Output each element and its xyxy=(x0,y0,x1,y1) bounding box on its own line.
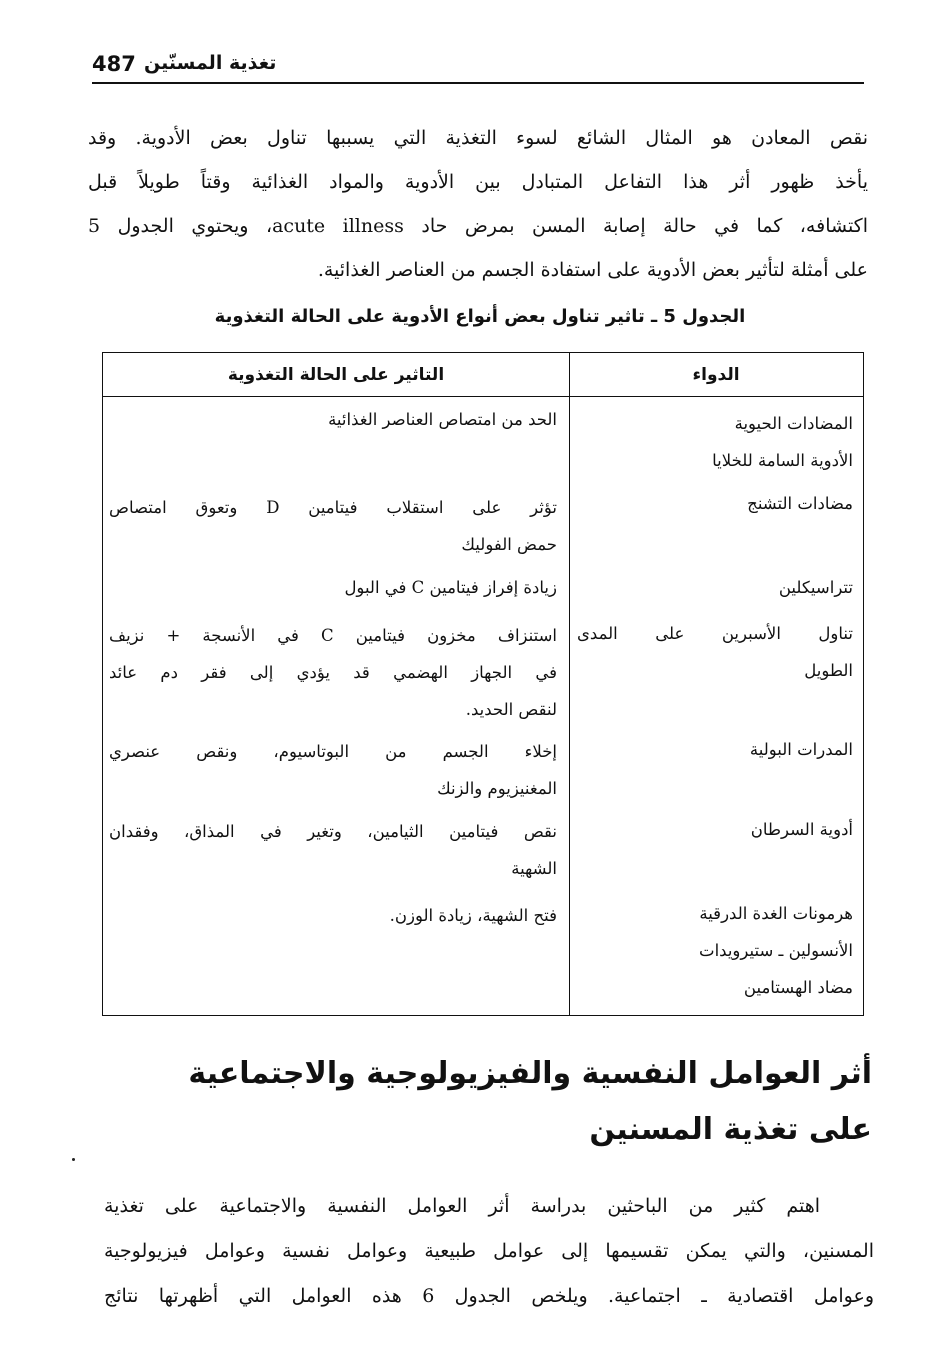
drug-cell xyxy=(577,615,853,689)
body-line: وعوامل اقتصادية ـ اجتماعية. ويلخص الجدول 6 هذه العوامل التي أظهرتها نتائج xyxy=(104,1285,874,1307)
drug-cell-line: هرمونات الغدة الدرقية xyxy=(699,904,853,923)
effect-cell xyxy=(109,569,557,606)
drug-cell xyxy=(577,405,853,479)
body-line: المسنين، والتي يمكن تقسيمها إلى عوامل طبيعية وعوامل نفسية وعوامل فيزيولوجية xyxy=(104,1240,874,1262)
intro-line: اكتشافه، كما في حالة إصابة المسن بمرض حاد acute illness، ويحتوي الجدول 5 xyxy=(88,215,868,237)
column-divider xyxy=(569,353,570,1015)
section-heading-line: أثر العوامل النفسية والفيزيولوجية والاجتماعية xyxy=(188,1056,872,1091)
effect-cell xyxy=(109,489,557,563)
print-speck xyxy=(72,1158,75,1161)
effect-cell-line: إخلاء الجسم من البوتاسيوم، ونقص عنصري xyxy=(109,742,557,761)
running-title: تغذية المسنّين xyxy=(144,52,277,74)
effect-cell-line: الشهية xyxy=(511,859,557,878)
drug-cell xyxy=(577,811,853,848)
header-drug: الدواء xyxy=(692,365,740,385)
effect-cell-line: تؤثر على استقلاب فيتامين D وتعوق امتصاص xyxy=(109,498,557,517)
drug-cell-line: مضاد الهستامين xyxy=(743,978,853,997)
effect-cell-line: نقص فيتامين الثيامين، وتغير في المذاق، وفقدان xyxy=(109,822,557,841)
drug-cell-line: الأنسولين ـ ستيرويدات xyxy=(699,941,853,960)
drug-cell-line: المدرات البولية xyxy=(749,740,853,759)
drug-cell xyxy=(577,895,853,1006)
effect-cell-line: فتح الشهية، زيادة الوزن. xyxy=(389,906,557,925)
drug-effects-table xyxy=(102,352,864,1016)
intro-line: نقص المعادن هو المثال الشائع لسوء التغذية التي يسببها تناول بعض الأدوية. وقد xyxy=(88,127,868,149)
intro-paragraph xyxy=(88,116,868,292)
drug-cell-line: الأدوية السامة للخلايا xyxy=(712,451,853,470)
effect-cell xyxy=(109,813,557,887)
effect-cell-line: في الجهاز الهضمي قد يؤدي إلى فقر دم عائد xyxy=(109,663,557,682)
drug-cell-line: تتراسيكلين xyxy=(778,578,853,597)
effect-cell xyxy=(109,733,557,807)
effect-cell-line: زيادة إفراز فيتامين C في البول xyxy=(344,578,557,597)
effect-cell xyxy=(109,617,557,728)
drug-cell-line: مضادات التشنج xyxy=(747,494,853,513)
body-paragraph xyxy=(104,1184,874,1319)
drug-cell-line: تناول الأسبرين على المدى xyxy=(577,624,853,643)
effect-cell-line: استنزاف مخزون فيتامين C في الأنسجة + نزيف xyxy=(109,626,558,645)
drug-cell xyxy=(577,485,853,522)
drug-cell-line: أدوية السرطان xyxy=(750,820,853,839)
body-line: اهتم كثير من الباحثين بدراسة أثر العوامل النفسية والاجتماعية على تغذية xyxy=(104,1195,820,1217)
section-heading-line: على تغذية المسنين xyxy=(589,1112,872,1147)
header-effect: التاثير على الحالة التغذوية xyxy=(227,365,445,385)
header-rule xyxy=(92,82,864,84)
table-header-row xyxy=(103,353,863,397)
running-header xyxy=(92,50,864,86)
section-heading xyxy=(120,1046,872,1158)
drug-cell xyxy=(577,731,853,768)
effect-cell xyxy=(109,401,557,438)
effect-cell-line: الحد من امتصاص العناصر الغذائية xyxy=(328,410,557,429)
drug-cell-line: الطويل xyxy=(804,661,853,680)
effect-cell-line: لنقص الحديد. xyxy=(465,700,557,719)
drug-cell xyxy=(577,569,853,606)
table-caption: الجدول 5 ـ تاثير تناول بعض أنواع الأدوية على الحالة التغذوية xyxy=(214,306,746,327)
drug-cell-line: المضادات الحيوية xyxy=(734,414,853,433)
intro-line: يأخذ ظهور أثر هذا التفاعل المتبادل بين الأدوية والمواد الغذائية وقتاً طويلاً قبل xyxy=(88,171,868,193)
effect-cell-line: حمض الفوليك xyxy=(461,535,557,554)
page-number: 487 xyxy=(92,52,136,76)
intro-line: على أمثلة لتأثير بعض الأدوية على استفادة الجسم من العناصر الغذائية. xyxy=(317,259,868,281)
effect-cell-line: المغنيزيوم والزنك xyxy=(437,779,557,798)
effect-cell xyxy=(109,897,557,934)
